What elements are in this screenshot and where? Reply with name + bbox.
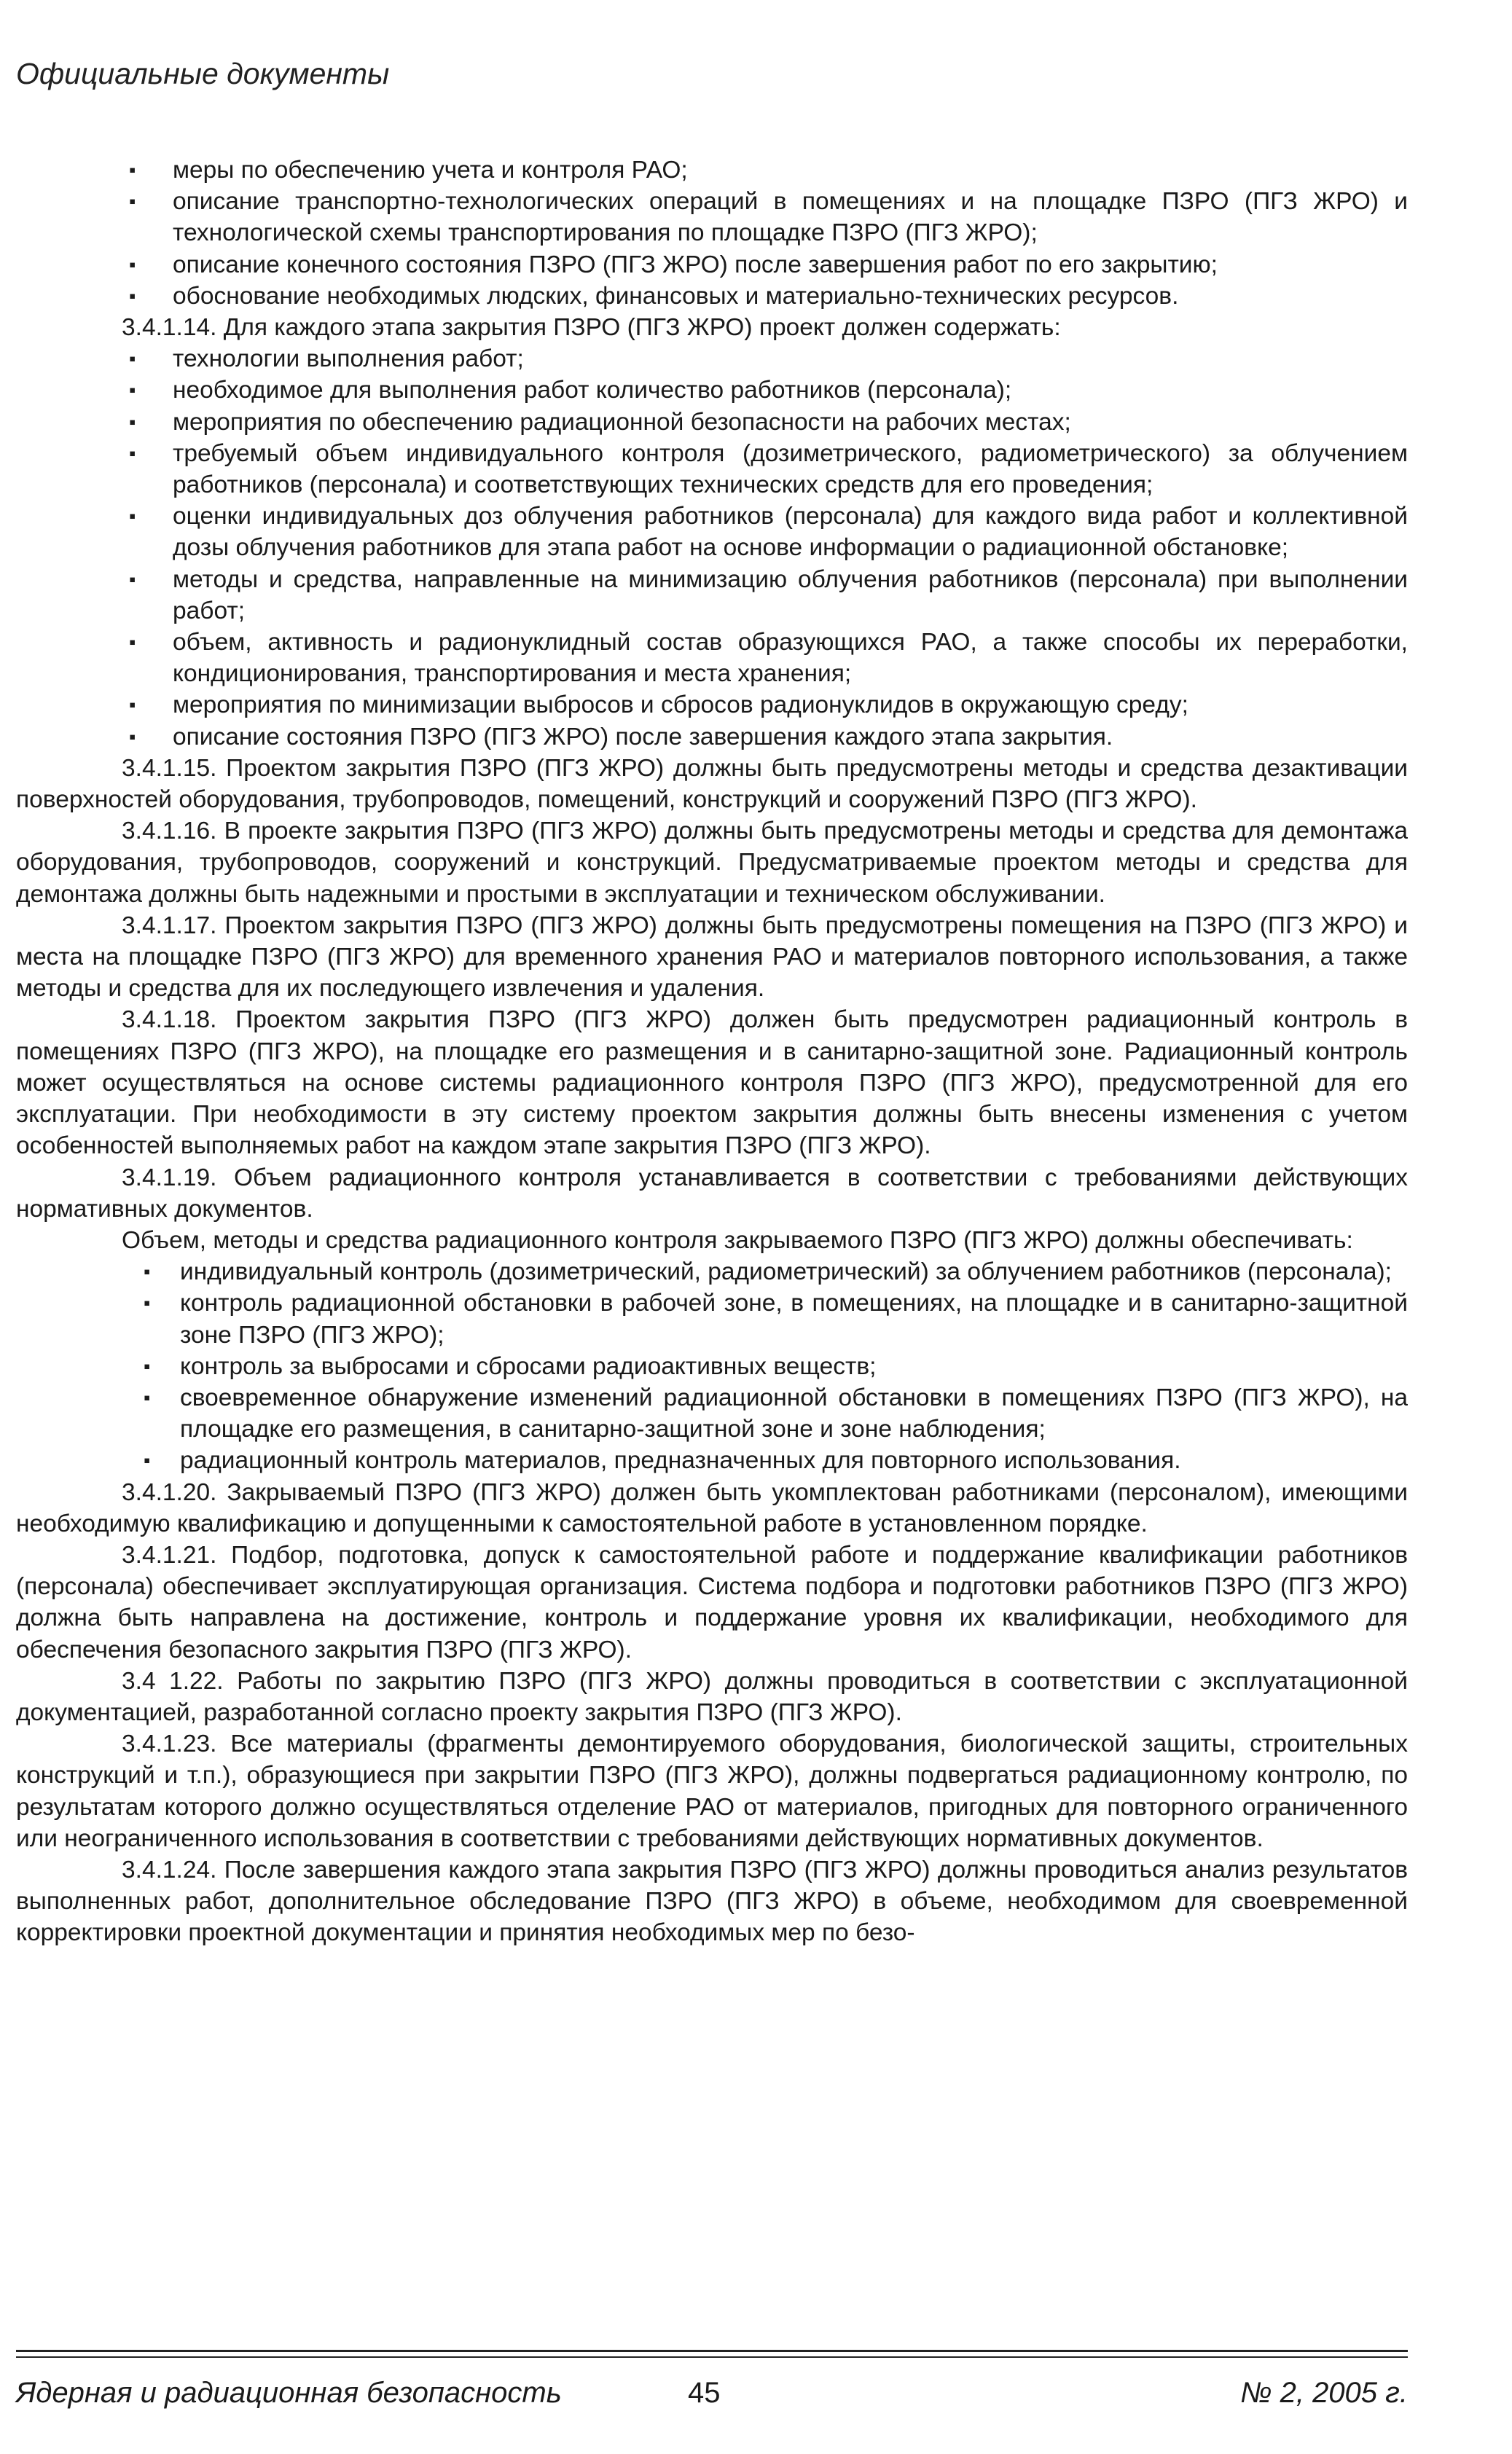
footer-divider [16, 2350, 1408, 2358]
page-number: 45 [688, 2377, 721, 2409]
list-item: ▪ объем, активность и радионуклидный состав образующихся РАО, а также способы их переработки, кондиционирования, транспортирования и места хранения; [16, 627, 1408, 689]
paragraph: 3.4.1.21. Подбор, подготовка, допуск к самостоятельной работе и поддержание квалификации работников (персонала) обеспечивает эксплуатирующая организация. Система подбора и подготовки работников ПЗРО (ПГЗ ЖРО) должна быть направлена на достижение, контроль и поддержание уровня их квалификации, необходимого для обеспечения безопасного закрытия ПЗРО (ПГЗ ЖРО). [16, 1541, 1408, 1663]
list-item: ▪ радиационный контроль материалов, предназначенных для повторного использования. [16, 1445, 1408, 1476]
list-item: ▪ мероприятия по минимизации выбросов и сбросов радионуклидов в окружающую среду; [16, 689, 1408, 721]
paragraph: 3.4.1.19. Объем радиационного контроля устанавливается в соответствии с требованиями действующих нормативных документов. [16, 1164, 1408, 1223]
list-item: ▪ описание конечного состояния ПЗРО (ПГЗ ЖРО) после завершения работ по его закрытию; [16, 249, 1408, 281]
paragraph: 3.4.1.20. Закрываемый ПЗРО (ПГЗ ЖРО) должен быть укомплектован работниками (персоналом), имеющими необходимую квалификацию и допущенными к самостоятельной работе в установленном порядке. [16, 1478, 1408, 1537]
paragraph: 3.4.1.18. Проектом закрытия ПЗРО (ПГЗ ЖРО) должен быть предусмотрен радиационный контроль в помещениях ПЗРО (ПГЗ ЖРО), на площадке его размещения и в санитарно-защитной зоне. Радиационный контроль может осуществляться на основе системы радиационного контроля ПЗРО (ПГЗ ЖРО), предусмотренной для его эксплуатации. При необходимости в эту систему проектом закрытия должны быть внесены изменения с учетом особенностей выполняемых работ на каждом этапе закрытия ПЗРО (ПГЗ ЖРО). [16, 1006, 1408, 1160]
list-item: ▪ описание состояния ПЗРО (ПГЗ ЖРО) после завершения каждого этапа закрытия. [16, 721, 1408, 753]
paragraph: 3.4.1.24. После завершения каждого этапа закрытия ПЗРО (ПГЗ ЖРО) должны проводиться анализ результатов выполненных работ, дополнительное обследование ПЗРО (ПГЗ ЖРО) в объеме, необходимом для своевременной корректировки проектной документации и принятия необходимых мер по безо- [16, 1856, 1408, 1947]
list-item: ▪ контроль радиационной обстановки в рабочей зоне, в помещениях, на площадке и в санитарно-защитной зоне ПЗРО (ПГЗ ЖРО); [16, 1287, 1408, 1350]
list-item: ▪ технологии выполнения работ; [16, 343, 1408, 375]
page-footer [16, 2377, 1408, 2420]
document-body [16, 154, 1408, 1949]
list-item: ▪ меры по обеспечению учета и контроля РАО; [16, 154, 1408, 186]
list-item: ▪ описание транспортно-технологических операций в помещениях и на площадке ПЗРО (ПГЗ ЖРО) и технологической схемы транспортирования по площадке ПЗРО (ПГЗ ЖРО); [16, 186, 1408, 248]
paragraph: Объем, методы и средства радиационного контроля закрываемого ПЗРО (ПГЗ ЖРО) должны обеспечивать: [122, 1226, 1353, 1254]
list-item: ▪ контроль за выбросами и сбросами радиоактивных веществ; [16, 1351, 1408, 1382]
paragraph: 3.4.1.16. В проекте закрытия ПЗРО (ПГЗ ЖРО) должны быть предусмотрены методы и средства для демонтажа оборудования, трубопроводов, сооружений и конструкций. Предусматриваемые проектом методы и средства для демонтажа должны быть надежными и простыми в эксплуатации и техническом обслуживании. [16, 818, 1408, 908]
paragraph: 3.4.1.15. Проектом закрытия ПЗРО (ПГЗ ЖРО) должны быть предусмотрены методы и средства дезактивации поверхностей оборудования, трубопроводов, помещений, конструкций и сооружений ПЗРО (ПГЗ ЖРО). [16, 754, 1408, 814]
list-item: ▪ оценки индивидуальных доз облучения работников (персонала) для каждого вида работ и коллективной дозы облучения работников для этапа работ на основе информации о радиационной обстановке; [16, 501, 1408, 563]
paragraph: 3.4 1.22. Работы по закрытию ПЗРО (ПГЗ ЖРО) должны проводиться в соответствии с эксплуатационной документацией, разработанной согласно проекту закрытия ПЗРО (ПГЗ ЖРО). [16, 1667, 1408, 1726]
paragraph: 3.4.1.14. Для каждого этапа закрытия ПЗРО (ПГЗ ЖРО) проект должен содержать: [122, 314, 1061, 342]
list-item: ▪ индивидуальный контроль (дозиметрический, радиометрический) за облучением работников (персонала); [16, 1256, 1408, 1287]
paragraph: 3.4.1.23. Все материалы (фрагменты демонтируемого оборудования, биологической защиты, строительных конструкций и т.п.), образующиеся при закрытии ПЗРО (ПГЗ ЖРО), должны подвергаться радиационному контролю, по результатам которого должно осуществляться отделение РАО от материалов, пригодных для повторного ограниченного или неограниченного использования в соответствии с требованиями действующих нормативных документов. [16, 1730, 1408, 1852]
list-item: ▪ обоснование необходимых людских, финансовых и материально-технических ресурсов. [16, 281, 1408, 312]
paragraph: 3.4.1.17. Проектом закрытия ПЗРО (ПГЗ ЖРО) должны быть предусмотрены помещения на ПЗРО (ПГЗ ЖРО) и места на площадке ПЗРО (ПГЗ ЖРО) для временного хранения РАО и материалов повторного использования, а также методы и средства для их последующего извлечения и удаления. [16, 912, 1408, 1003]
list-item: ▪ своевременное обнаружение изменений радиационной обстановки в помещениях ПЗРО (ПГЗ ЖРО), на площадке его размещения, в санитарно-защитной зоне и зоне наблюдения; [16, 1382, 1408, 1445]
list-item: ▪ требуемый объем индивидуального контроля (дозиметрического, радиометрического) за облучением работников (персонала) и соответствующих технических средств для его проведения; [16, 438, 1408, 501]
footer-issue: № 2, 2005 г. [1240, 2377, 1408, 2409]
list-item: ▪ мероприятия по обеспечению радиационной безопасности на рабочих местах; [16, 407, 1408, 438]
footer-journal-title: Ядерная и радиационная безопасность [16, 2377, 562, 2409]
list-item: ▪ методы и средства, направленные на минимизацию облучения работников (персонала) при выполнении работ; [16, 564, 1408, 627]
list-item: ▪ необходимое для выполнения работ количество работников (персонала); [16, 375, 1408, 406]
page-header-section: Официальные документы [16, 57, 390, 90]
